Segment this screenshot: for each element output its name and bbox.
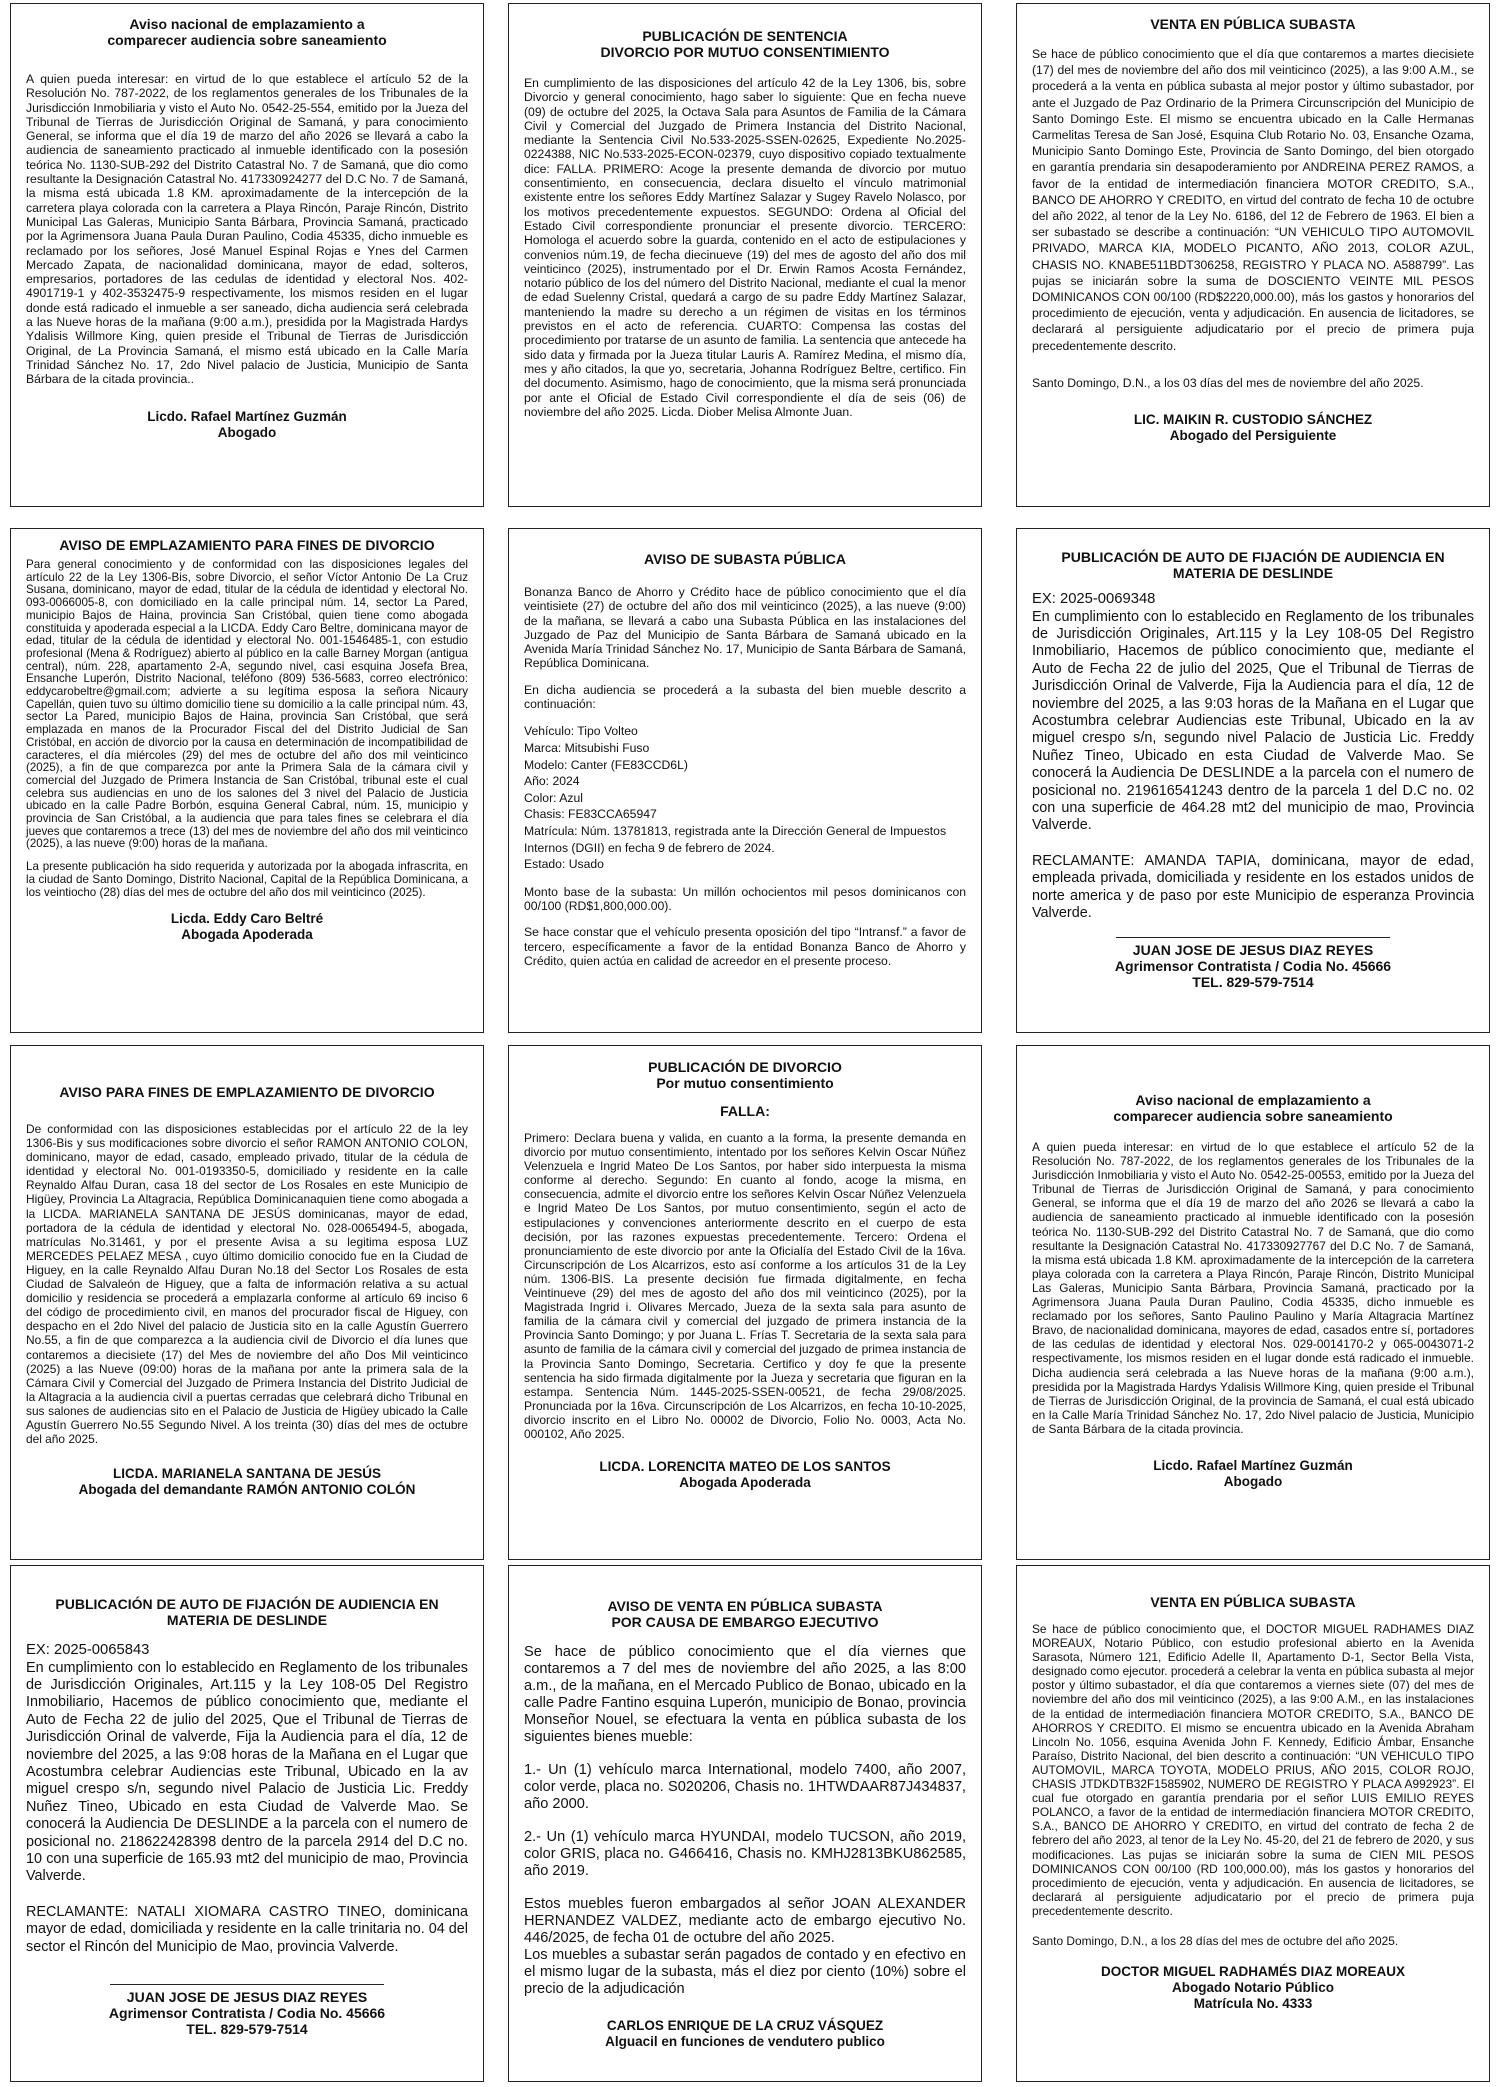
list-item: Color: Azul bbox=[524, 790, 583, 805]
notice-body: En cumplimiento con lo establecido en Reglamento de los tribunales de Jurisdicción Originales, Art.115 y la Ley 108-05 Del Registro Inmobiliario, Hacemos de público conocimiento que, mediante el Auto de Fecha 22 de julio del 2025, Que el Tribunal de Tierras de Jurisdicción Orinal de valverde, Fija la Audiencia para el día, 12 de noviembre del 2025, a las 9:08 horas de la Mañana en el Lugar que Acostumbra celebrar Audiencias este Tribunal, Ubicado en la av miguel crespo s/n, segundo nivel Palacio de Justicia Lic. Freddy Nuñez Tineo, Ubicado en esta Ciudad de Valverde Mao. Se conocerá la Audiencia De DESLINDE a la parcela con el numero de posicional no. 218622428398 dentro de la parcela 2914 del D.C no. 10 con una superficie de 165.93 mt2 del municipio de mao, Provincia Valverde. bbox=[26, 1659, 468, 1885]
list-item: Estado: Usado bbox=[524, 857, 604, 872]
notice-subasta-publica bbox=[508, 528, 982, 1033]
signature: Licdo. Rafael Martínez Guzmán Abogado bbox=[147, 408, 347, 440]
notice-fines-emplazamiento-divorcio bbox=[10, 1045, 484, 1560]
notice-body: En cumplimiento de las disposiciones del artículo 42 de la Ley 1306, bis, sobre Divorcio y general conocimiento, hago saber lo siguiente: Que en fecha nueve (09) de octubre del 2025, la Octava Sala para Asuntos de Familia de la Cámara Civil y Comercial del Juzgado de Primera Instancia del Distrito Nacional, mediante la Sentencia Civil No.533-2025-SSEN-02625, Expediente No.2025-0224388, NIC No.533-2025-ECON-02379, cuyo dispositivo copiado textualmente dice: FALLA. PRIMERO: Acoge la presente demanda de divorcio por mutuo consentimiento, en consecuencia, declara disuelto el vínculo matrimonial existente entre los señores Eddy Martínez Salazar y Sugey Ravelo Nolasco, por los motivos precedentemente expuestos. SEGUNDO: Ordena al Oficial del Estado Civil correspondiente pronunciar el presente divorcio. TERCERO: Homologa el acuerdo sobre la guarda, contenido en el acto de estipulaciones y convenios núm.19, de fecha diecinueve (19) del mes de agosto del año dos mil veinticinco (2025), instrumentado por el Dr. Erwin Ramos Acosta Fernández, notario público de los del número del Distrito Nacional, mediante el cual la menor de edad Suelenny Cristal, quedará a cargo de su padre Eddy Martínez Salazar, manteniendo la madre su derecho a un régimen de visitas en los términos previstos en el acto de referencia. CUARTO: Compensa las costas del procedimiento por tratarse de un asunto de familia. La sentencia que antecede ha sido data y firmada por la Jueza titular Lauris A. Ramírez Medina, el mismo día, mes y año citados, la que yo, secretaria, Johanna Rodríguez Beltre, certifico. Fin del documento. Asimismo, hago de conocimiento, que la misma será pronunciada por ante el Oficial de Estado Civil correspondiente el día de seis (06) de noviembre del año 2025. Licda. Diober Melisa Almonte Juan. bbox=[524, 76, 966, 419]
signature: JUAN JOSE DE JESUS DIAZ REYES Agrimensor Contratista / Codia No. 45666 TEL. 829-579-7514 bbox=[1114, 941, 1392, 990]
signature-line bbox=[110, 1984, 384, 1985]
notice-venta-embargo bbox=[508, 1565, 982, 2082]
reclamante: RECLAMANTE: NATALI XIOMARA CASTRO TINEO, dominicana mayor de edad, domiciliada y residente en la calle trinitaria no. 04 del sector el Rincón del Municipio de Mao, provincia Valverde. bbox=[26, 1903, 468, 1955]
list-item: Marca: Mitsubishi Fuso bbox=[524, 740, 650, 755]
notice-subasta-desc: En dicha audiencia se procederá a la subasta del bien mueble descrito a continuación: bbox=[524, 682, 966, 712]
notice-title: VENTA EN PÚBLICA SUBASTA bbox=[1150, 16, 1356, 32]
notice-title: AVISO DE SUBASTA PÚBLICA bbox=[644, 551, 846, 567]
signature: DOCTOR MIGUEL RADHAMÉS DIAZ MOREAUX Abogado Notario Público Matrícula No. 4333 bbox=[1100, 1964, 1405, 2012]
notice-date: Santo Domingo, D.N., a los 03 días del mes de noviembre del año 2025. bbox=[1032, 375, 1424, 390]
notice-body: A quien pueda interesar: en virtud de lo que establece el artículo 52 de la Resolución No. 787-2022, de los reglamentos generales de los Tribunales de la Jurisdicción Inmobiliaria y visto el Auto No. 0542-25-00553, emitido por la Jueza del Tribunal de Tierras de Jurisdicción Original de Samaná, y para conocimiento General, se informa que el día 19 de marzo del año 2026 se llevará a cabo la audiencia de saneamiento practicado al inmueble identificado con la posesión teórica No. 1130-SUB-292 del Distrito Catastral No. 7 de Samaná, que dio como resultante la Designación Catastral No. 417330927767 del D.C No. 7 de Samaná, la misma está ubicada 1.8 KM. aproximadamente de la intercepción de la carretera playa colorada con la carretera a Playa Rincón, Paraje Rincón, Distrito Municipal Las Galeras, Municipio Santa Bárbara, Provincia Samaná, practicado por la Agrimensora Juana Paula Duran Paulino, Codia 45335, dicho inmueble es reclamado por los señores, Santo Paulino Paulino y María Altagracia Martínez Bravo, de nacionalidad dominicana, mayores de edad, casados entre sí, portadores de las cedulas de identidad y electoral Nos. 029-0014170-2 y 065-0043071-2 respectivamente, los mismos residen en el lugar donde está radicado el inmueble. Dicha audiencia será celebrada a las Nueve horas de la mañana (9:00 a.m.), presidida por la Magistrada Hardys Ydalisis Willmore King, quien preside el Tribunal de Tierras de Jurisdicción Original, de la provincia de Samaná, el cual está ubicado en la Calle María Trinidad Sánchez No. 17, 2do Nivel palacio de Justicia, Municipio de Santa Bárbara de la citada provincia. bbox=[1032, 1140, 1474, 1436]
notice-intro: Se hace de público conocimiento que el día viernes que contaremos a 7 del mes de noviembre del año 2025, a las 8:00 a.m., de la mañana, en el Mercado Publico de Bonao, ubicado en la calle Padre Fantino esquina Luperón, municipio de Bonao, provincia Monseñor Nouel, se efectuara la venta en pública subasta de los siguientes bienes mueble: bbox=[524, 1644, 966, 1745]
notice-body: En cumplimiento con lo establecido en Reglamento de los tribunales de Jurisdicción Originales, Art.115 y la Ley 108-05 Del Registro Inmobiliario, Hacemos de público conocimiento que, mediante el Auto de Fecha 22 de julio del 2025, Que el Tribunal de Tierras de Jurisdicción Orinal de Valverde, Fija la Audiencia para el día, 12 de noviembre del 2025, a las 9:03 horas de la Mañana en el Lugar que Acostumbra celebrar Audiencias este Tribunal, Ubicado en la av miguel crespo s/n, segundo nivel Palacio de Justicia Lic. Freddy Nuñez Tineo, Ubicado en esta Ciudad de Valverde Mao. Se conocerá la Audiencia De DESLINDE a la parcela con el numero de posicional no. 219616541243 dentro de la parcela 1 del D.C no. 02 con una superficie de 464.28 mt2 del municipio de mao, Provincia Valverde. bbox=[1032, 608, 1474, 834]
base-amount: Monto base de la subasta: Un millón ochocientos mil pesos dominicanos con 00/100 (RD$1,800,000.00). bbox=[524, 884, 966, 914]
signature: CARLOS ENRIQUE DE LA CRUZ VÁSQUEZ Alguacil en funciones de vendutero publico bbox=[605, 2018, 885, 2049]
notice-title: Aviso nacional de emplazamiento a comparecer audiencia sobre saneamiento bbox=[1113, 1092, 1393, 1124]
notice-deslinde-1 bbox=[1016, 528, 1490, 1033]
notice-divorcio-mutuo bbox=[508, 1045, 982, 1560]
notice-title: PUBLICACIÓN DE DIVORCIO Por mutuo consentimiento bbox=[648, 1059, 842, 1091]
notice-body-closing: La presente publicación ha sido requerida y autorizada por la abogada infrascrita, en la ciudad de Santo Domingo, Distrito Nacional, Capital de la República Dominicana, a los veintiocho (28) días del mes de octubre del año dos mil veinticinco (2025). bbox=[26, 860, 468, 899]
payment-terms: Los muebles a subastar serán pagados de contado y en efectivo en el mismo lugar de la subasta, más el diez por ciento (10%) sobre el precio de la adjudicación bbox=[524, 1947, 966, 1997]
reclamante: RECLAMANTE: AMANDA TAPIA, dominicana, mayor de edad, empleada privada, domiciliada y residente en los estados unidos de norte america y de paso por este Municipio de esperanza Provincia Valverde. bbox=[1032, 852, 1474, 922]
notice-sentencia-divorcio bbox=[508, 3, 982, 507]
signature-line bbox=[1116, 937, 1390, 938]
notice-intro: Bonanza Banco de Ahorro y Crédito hace de público conocimiento que el día veintisiete (27) de octubre del año dos mil veinticinco (2025), a las nueve (9:00) de la mañana, se llevará a cabo una Subasta Pública en las instalaciones del Juzgado de Paz del Municipio de Santa Bárbara de Samaná ubicado en la Avenida María Trinidad Sánchez No. 17, Municipio de Santa Bárbara de Samaná, República Dominicana. bbox=[524, 585, 966, 671]
notice-body: Para general conocimiento y de conformidad con las disposiciones legales del artículo 22 de la Ley 1306-Bis, sobre Divorcio, el señor Víctor Antonio De La Cruz Susana, dominicano, mayor de edad, titular de la cédula de identidad y electoral No. 093-0066005-8, con domiciliado en la calle principal núm. 14, sector La Pared, municipio Bajos de Haina, provincia San Cristóbal, quien tiene como abogada constituida y apoderada especial a la LICDA. Eddy Caro Beltre, dominicana mayor de edad, titular de la cédula de identidad y electoral No. 001-1546485-1, con estudio profesional (Mena & Rodríguez) abierto al público en la calle Barney Morgan (antigua central), núm. 228, apartamento 2-A, segundo nivel, casi esquina Josefa Brea, Ensanche Luperón, Distrito Nacional, teléfono (809) 536-5683, correo electrónico: eddycarobeltre@gmail.com; advierte a su legítima esposa la señora Nicaury Capellán, quien tuvo su último domicilio tiene su domicilio a la calle principal núm. 43, sector La Pared, municipio Bajos de Haina, provincia San Cristóbal, que será emplazada en manos de la Procurador Fiscal del del Distrito Judicial de San Cristóbal, en acción de divorcio por la causa en determinación de incompatibilidad de caracteres, el día miércoles (29) del mes de octubre del año dos mil veinticinco (2025), a fin de que comparezca por ante la Primera Sala de la cámara civil y comercial del Juzgado de Primera Instancia de San Cristóbal, tribunal este el cual celebra sus audiencias en uno de los salones del 3 nivel del Palacio de Justicia ubicado en la calle Padre Borbón, esquina General Cabral, núm. 15, municipio y provincia de San Cristóbal, a la audiencia que para tales fines se celebrara el día jueves que contaremos a trece (13) del mes de noviembre del año dos mil veinticinco (2025), a las nueve (9:00) horas de la mañana. bbox=[26, 558, 468, 851]
notice-saneamiento-1 bbox=[10, 3, 484, 507]
list-item: Chasis: FE83CCA65947 bbox=[524, 807, 657, 822]
notice-body: A quien pueda interesar: en virtud de lo que establece el artículo 52 de la Resolución No. 787-2022, de los reglamentos generales de los Tribunales de la Jurisdicción Inmobiliaria y visto el Auto No. 0542-25-554, emitido por la Jueza del Tribunal de Tierras de Jurisdicción Original de Samaná, y para conocimiento General, se informa que el día 19 de marzo del año 2026 se llevará a cabo la audiencia de saneamiento practicado al inmueble identificado con la posesión teórica No. 1130-SUB-292 del Distrito Catastral No. 7 de Samaná, que dio como resultante la Designación Catastral No. 417330924277 del D.C No. 7 de Samaná, la misma está ubicada 1.8 KM. aproximadamente de la intercepción de la carretera playa colorada con la carretera a Playa Rincón, Paraje Rincón, Distrito Municipal Las Galeras, Municipio Santa Bárbara, Provincia Samaná, practicado por la Agrimensora Juana Paula Duran Paulino, Codia 45335, dicho inmueble es reclamado por los señores, José Manuel Espinal Rojas e Ynes del Carmen Mercado Zapata, de nacionalidad dominicana, mayor de edad, solteros, empresarios, portadores de las cedulas de identidad y electoral Nos. 402-4901719-1 y 402-3532475-9 respectivamente, los mismos residen en el lugar donde está radicado el inmueble a ser saneado, dicha audiencia será celebrada a las Nueve horas de la mañana (9:00 a.m.), presidida por la Magistrada Hardys Ydalisis Willmore King, quien preside el Tribunal de Tierras de Jurisdicción Original, de La Provincia Samaná, el mismo está ubicado en la Calle María Trinidad Sánchez No. 17, 2do Nivel palacio de Justicia, Municipio de Santa Bárbara de la citada provincia.. bbox=[26, 72, 468, 387]
notice-venta-subasta-2 bbox=[1016, 1565, 1490, 2082]
list-item: Año: 2024 bbox=[524, 774, 580, 789]
notice-body: Se hace de público conocimiento que, el DOCTOR MIGUEL RADHAMES DIAZ MOREAUX, Notario Público, con estudio profesional abierto en la Avenida Sarasota, Número 121, Edificio Adelle II, Apartamento D-1, Sector Bella Vista, designado como ejecutor. procederá a celebrar la venta en pública subasta al mejor postor y último subastador, el día que contaremos a viernes siete (07) del mes de noviembre del año dos mil veinticinco (2025), a las 9:00 A.M., en las instalaciones de la entidad de intermediación financiera MOTOR CREDITO, S.A., BANCO DE AHORROS Y CREDITO. El mismo se encuentra ubicado en la Avenida Abraham Lincoln No. 1056, esquina Avenida John F. Kennedy, Edificio Ámbar, Ensanche Paraíso, Distrito Nacional, del bien descrito a continuación: “UN VEHICULO TIPO AUTOMOVIL, MARCA TOYOTA, MODELO PRIUS, AÑO 2015, COLOR ROJO, CHASIS JTDKDTB32F1585902, NUMERO DE REGISTRO Y PLACA A992923”. El cual fue otorgado en garantía prendaria por el señor LUIS EMILIO REYES POLANCO, a favor de la entidad de intermediación financiera MOTOR CREDITO, S.A., BANCO DE AHORRO Y CREDITO, en virtud del contrato de fecha 2 de febrero del año 2023, al tenor de la Ley No. 45-20, del 21 de febrero de 2020, y sus modificaciones. Las pujas se iniciarán sobre la suma de CIEN MIL PESOS DOMINICANOS CON 00/100 (RD 100,000.00), más los gastos y honorarios del procedimiento de ejecución, venta y adjudicación. En ausencia de licitadores, se declarará al persiguiente adjudicatario por el precio de primera puja precedentemente descrito. bbox=[1032, 1622, 1474, 1918]
list-item: Matrícula: Núm. 13781813, registrada ante la Dirección General de Impuestos Internos (DGII) en fecha 9 de febrero de 2024. bbox=[524, 823, 947, 855]
notice-title: VENTA EN PÚBLICA SUBASTA bbox=[1150, 1594, 1356, 1610]
list-item: 2.- Un (1) vehículo marca HYUNDAI, modelo TUCSON, año 2019, color GRIS, placa no. G466416, Chasis no. KMHJ2813BKU862585, año 2019. bbox=[524, 1829, 966, 1879]
signature: Licdo. Rafael Martínez Guzmán Abogado bbox=[1153, 1457, 1353, 1489]
notice-title: AVISO PARA FINES DE EMPLAZAMIENTO DE DIVORCIO bbox=[59, 1084, 435, 1100]
notice-date: Santo Domingo, D.N., a los 28 días del mes de octubre del año 2025. bbox=[1032, 1933, 1399, 1948]
list-item: Vehículo: Tipo Volteo bbox=[524, 724, 638, 739]
notice-title: AVISO DE EMPLAZAMIENTO PARA FINES DE DIVORCIO bbox=[59, 537, 435, 553]
notice-title: PUBLICACIÓN DE SENTENCIA DIVORCIO POR MUTUO CONSENTIMIENTO bbox=[600, 28, 890, 60]
signature: LICDA. MARIANELA SANTANA DE JESÚS Abogada del demandante RAMÓN ANTONIO COLÓN bbox=[78, 1466, 416, 1498]
vehicle-details bbox=[524, 723, 966, 872]
notice-saneamiento-2 bbox=[1016, 1045, 1490, 1560]
falla-heading: FALLA: bbox=[720, 1103, 770, 1119]
list-item: 1.- Un (1) vehículo marca International, modelo 7400, año 2007, color verde, placa no. S020206, Chasis no. 1HTWDAAR87J434837, año 2000. bbox=[524, 1762, 966, 1812]
notice-emplazamiento-divorcio bbox=[10, 528, 484, 1033]
expediente-number: EX: 2025-0065843 bbox=[26, 1642, 150, 1658]
notice-title: Aviso nacional de emplazamiento a comparecer audiencia sobre saneamiento bbox=[107, 16, 387, 48]
notice-deslinde-2 bbox=[10, 1565, 484, 2082]
expediente-number: EX: 2025-0069348 bbox=[1032, 591, 1156, 607]
signature: Licda. Eddy Caro Beltré Abogada Apoderada bbox=[170, 911, 324, 943]
embargo-info: Estos muebles fueron embargados al señor JOAN ALEXANDER HERNANDEZ VALDEZ, mediante acto de embargo ejecutivo No. 446/2025, de fecha 01 de octubre del año 2025. bbox=[524, 1896, 966, 1946]
notice-body: De conformidad con las disposiciones establecidas por el artículo 22 de la ley 1306-Bis y sus modificaciones sobre divorcio el señor RAMON ANTONIO COLON, dominicano, mayor de edad, casado, empleado privado, titular de la cédula de identidad y electoral No. 001-0193350-5, domiciliado y residente en la calle Reynaldo Alfau Duran, casa 18 del sector de Los Rosales en este Municipio de Higüey, Provincia La Altagracia, República Dominicanaquien tiene como abogada a la LICDA. MARIANELA SANTANA DE JESÚS dominicanas, mayor de edad, portadora de la cédula de identidad y electoral No. 028-0065494-5, abogada, matrículas No.31461, y por el presente Avisa a su legitima esposa LUZ MERCEDES PELAEZ MESA , cuyo último domicilio conocido fue en la Ciudad de Higuey, en la calle Reynaldo Alfau Duran No.18 del Sector Los Rosales de esta Ciudad de Salvaleón de Higuey, que a falta de información relativa a su actual domicilio y residencia se procederá a emplazarla conforme al artículo 69 inciso 6 del código de procedimiento civil, en manos del procurador fiscal de Higuey, con despacho en el 2do Nivel del palacio de Justicia sito en la calle Agustín Guerrero No.55, a fin de que comparezca a la audiencia civil de Divorcio el día lunes que contaremos a diecisiete (17) del Mes de noviembre del año Dos Mil veinticinco (2025) a las Nueve (09:00) horas de la mañana por ante la primera sala de la Cámara Civil y Comercial del Juzgado de Primera Instancia del Distrito Judicial de la Altagracia a la audiencia civil a puertas cerradas que celebrará dicho Tribunal en sus salones de audiencias sito en el Palacio de Justicia de Higüey ubicado la Calle Agustín Guerrero No.55 Segundo Nivel. A los treinta (30) días del mes de octubre del año 2025. bbox=[26, 1122, 468, 1447]
notice-title: AVISO DE VENTA EN PÚBLICA SUBASTA POR CAUSA DE EMBARGO EJECUTIVO bbox=[607, 1598, 883, 1630]
list-item: Modelo: Canter (FE83CCD6L) bbox=[524, 757, 688, 772]
notice-title: PUBLICACIÓN DE AUTO DE FIJACIÓN DE AUDIENCIA EN MATERIA DE DESLINDE bbox=[55, 1596, 439, 1628]
notice-body: Primero: Declara buena y valida, en cuanto a la forma, la presente demanda en divorcio por mutuo consentimiento, intentado por los señores Kelvin Oscar Núñez Velenzuela e Ingrid Mateo De Los Santos, por haber sido interpuesta la misma conforme al derecho. Segundo: En cuanto al fondo, acoge la misma, en consecuencia, admite el divorcio entre los señores Kelvin Oscar Núñez Velenzuela e Ingrid Mateo De Los Santos, por mutuo consentimiento, según el acto de estipulaciones y convenciones anteriormente descrito en el cuerpo de esta decisión, por las razones expuestas precedentemente. Tercero: Ordena el pronunciamiento de este divorcio por ante la Oficialía del Estado Civil de la 16va. Circunscripción de Los Alcarrizos, esto así conforme a los artículos 31 de la Ley núm. 1306-BIS. La presente decisión fue firmada digitalmente, en fecha Veintinueve (29) del mes de agosto del año dos mil veinticinco (2025), por la Magistrada Ingrid i. Olivares Mercado, Jueza de la sexta sala para asunto de familia de la cámara civil y comercial del juzgado de primera instancia de la Provincia Santo Domingo; y por Juana L. Frías T. Secretaria de la sexta sala para asunto de familia de la cámara civil y comercial del juzgado de primea instancia de la Provincia Santo Domingo, Secretaria. Certifico y doy fe que la presente sentencia ha sido firmada digitalmente por la Jueza y secretaria que figuran en la estampa. Sentencia Núm. 1445-2025-SSEN-00521, de fecha 29/08/2025. Pronunciada por la 16va. Circunscripción de Los Alcarrizos, en fecha 10-10-2025, divorcio inscrito en el Libro No. 00002 de Divorcio, Folio No. 0003, Acta No. 000102, Año 2025. bbox=[524, 1131, 966, 1441]
signature: JUAN JOSE DE JESUS DIAZ REYES Agrimensor Contratista / Codia No. 45666 TEL. 829-579-7514 bbox=[108, 1989, 386, 2038]
notice-venta-subasta-1 bbox=[1016, 3, 1490, 507]
notice-body: Se hace de público conocimiento que el día que contaremos a martes diecisiete (17) del mes de noviembre del año dos mil veinticinco (2025), a las 9:00 A.M., se procederá a la venta en pública subasta al mejor postor y último subastador, por ante el Juzgado de Paz Ordinario de la Primera Circunscripción del Municipio de Santo Domingo Este. El mismo se encuentra ubicado en la Calle Hermanas Carmelitas Teresa de San José, Esquina Club Rotario No. 03, Ensanche Ozama, Municipio Santo Domingo Este, Provincia de Santo Domingo, del bien otorgado en garantía prendaria sin desapoderamiento por ANDREINA PEREZ RAMOS, a favor de la entidad de intermediación financiera MOTOR CREDITO, S.A., BANCO DE AHORRO Y CREDITO, en virtud del contrato de fecha 10 de octubre del año 2022, al tenor de la Ley No. 6186, del 12 de Febrero de 1963. El bien a ser subastado se describe a continuación: “UN VEHICULO TIPO AUTOMOVIL PRIVADO, MARCA KIA, MODELO PICANTO, AÑO 2013, COLOR AZUL, CHASIS NO. KNABE511BDT306258, REGISTRO Y PLACA NO. A588799”. Las pujas se iniciarán sobre la suma de DOSCIENTO VEINTE MIL PESOS DOMINICANOS CON 00/100 (RD$2220,000.00), más los gastos y honorarios del procedimiento de ejecución, venta y adjudicación. En ausencia de licitadores, se declarará al persiguiente adjudicatario por el precio de primera puja precedentemente descrito. bbox=[1032, 47, 1474, 353]
signature: LIC. MAIKIN R. CUSTODIO SÁNCHEZ Abogado del Persiguiente bbox=[1133, 412, 1373, 444]
signature: LICDA. LORENCITA MATEO DE LOS SANTOS Abogada Apoderada bbox=[599, 1459, 891, 1491]
notice-title: PUBLICACIÓN DE AUTO DE FIJACIÓN DE AUDIENCIA EN MATERIA DE DESLINDE bbox=[1061, 549, 1445, 581]
notice-closing: Se hace constar que el vehículo presenta oposición del tipo “Intransf.” a favor de tercero, específicamente a favor de la entidad Bonanza Banco de Ahorro y Crédito, quien actúa en calidad de acreedor en el presente proceso. bbox=[524, 925, 966, 968]
